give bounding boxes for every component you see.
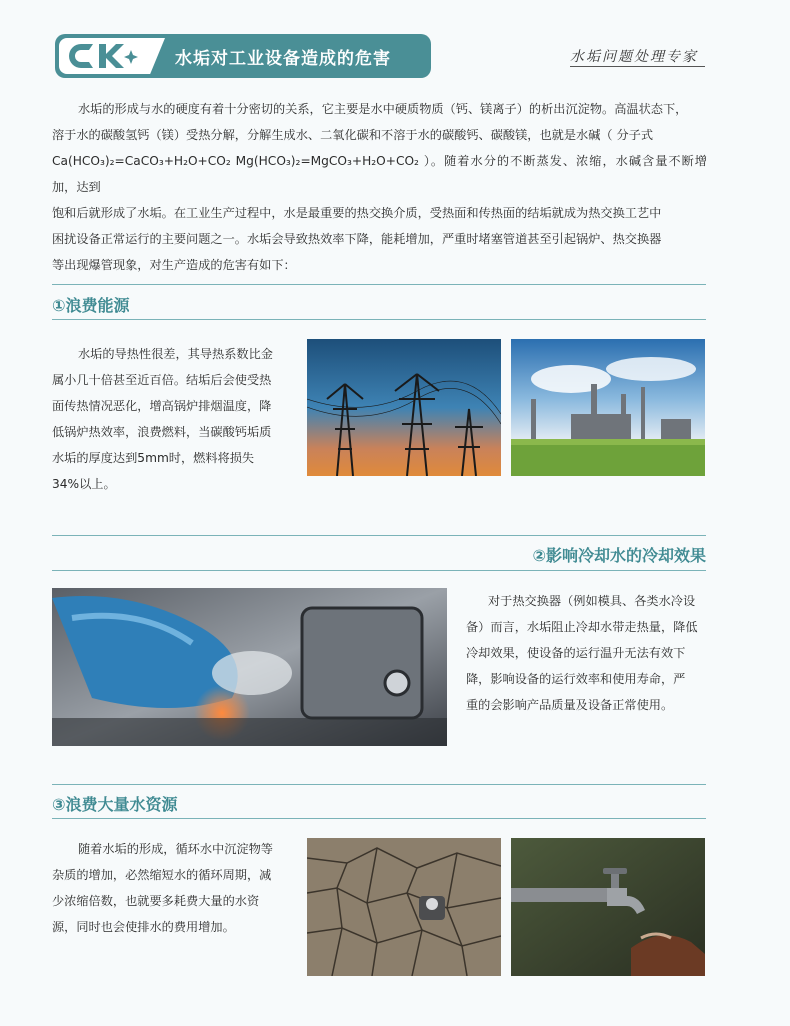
refinery-photo — [511, 339, 705, 476]
section-cooling-text — [466, 588, 706, 718]
intro-paragraph — [52, 96, 707, 278]
section-rule — [52, 319, 706, 320]
para-line: 面传热情况恶化，增高锅炉排烟温度，降 — [52, 399, 272, 413]
section-rule — [52, 570, 706, 571]
section-title-water: ③浪费大量水资源 — [52, 795, 178, 814]
para-line: 水垢的厚度达到5mm时，燃料将损失 — [52, 451, 255, 465]
logo-mark-icon — [65, 40, 145, 72]
section-rule — [52, 784, 706, 785]
section-energy-text — [52, 341, 296, 497]
cracked-earth-photo — [307, 838, 501, 976]
para-line: 低锅炉热效率，浪费燃料，当碳酸钙垢质 — [52, 425, 272, 439]
para-line: 冷却效果，使设备的运行温升无法有效下 — [466, 646, 686, 660]
para-line: 备）而言，水垢阻止冷却水带走热量，降低 — [466, 620, 698, 634]
para-line — [52, 341, 296, 367]
header-banner — [55, 34, 431, 78]
para-line-text: 对于热交换器（例如模具、各类水冷设 — [488, 594, 696, 608]
logo — [59, 38, 165, 74]
water-tap-photo — [511, 838, 705, 976]
power-towers-photo — [307, 339, 501, 476]
para-line: 降，影响设备的运行效率和使用寿命，严 — [466, 672, 686, 686]
para-line: 杂质的增加，必然缩短水的循环周期，减 — [52, 868, 272, 882]
intro-line: Ca(HCO₃)₂=CaCO₃+H₂O+CO₂ Mg(HCO₃)₂=MgCO₃+H₂O+CO₂ ）。随着水分的不断蒸发、浓缩，水碱含量不断增加，达到 — [52, 154, 707, 194]
cooling-machinery-photo — [52, 588, 447, 746]
intro-line: 困扰设备正常运行的主要问题之一。水垢会导致热效率下降，能耗增加，严重时堵塞管道甚至引起锅炉、热交换器 — [52, 232, 662, 246]
para-line: 34%以上。 — [52, 477, 116, 491]
section-title-energy: ①浪费能源 — [52, 296, 130, 315]
intro-line: 溶于水的碳酸氢钙（镁）受热分解，分解生成水、二氧化碳和不溶于水的碳酸钙、碳酸镁，也就是水碱（ 分子式 — [52, 128, 654, 142]
para-line: 重的会影响产品质量及设备正常使用。 — [466, 698, 674, 712]
para-line-text: 随着水垢的形成，循环水中沉淀物等 — [78, 842, 273, 856]
intro-line-text: 水垢的形成与水的硬度有着十分密切的关系，它主要是水中硬质物质（钙、镁离子）的析出沉淀物。高温状态下， — [78, 102, 688, 116]
brand-underline — [570, 66, 705, 67]
intro-line: 等出现爆管现象，对生产造成的危害有如下： — [52, 258, 296, 272]
section-rule — [52, 535, 706, 536]
section-water-text — [52, 836, 296, 940]
brand-slogan: 水垢问题处理专家 — [570, 49, 698, 65]
section-title-cooling: ②影响冷却水的冷却效果 — [532, 546, 706, 565]
para-line: 属小几十倍甚至近百倍。结垢后会使受热 — [52, 373, 272, 387]
para-line: 源，同时也会使排水的费用增加。 — [52, 920, 235, 934]
section-rule — [52, 818, 706, 819]
para-line: 少浓缩倍数，也就要多耗费大量的水资 — [52, 894, 260, 908]
para-line — [52, 836, 296, 862]
para-line — [466, 588, 706, 614]
intro-line — [52, 96, 707, 122]
section-rule — [52, 284, 706, 285]
page-title: 水垢对工业设备造成的危害 — [175, 49, 391, 69]
para-line-text: 水垢的导热性很差，其导热系数比金 — [78, 347, 273, 361]
intro-line: 饱和后就形成了水垢。在工业生产过程中，水是最重要的热交换介质，受热面和传热面的结垢就成为热交换工艺中 — [52, 206, 662, 220]
